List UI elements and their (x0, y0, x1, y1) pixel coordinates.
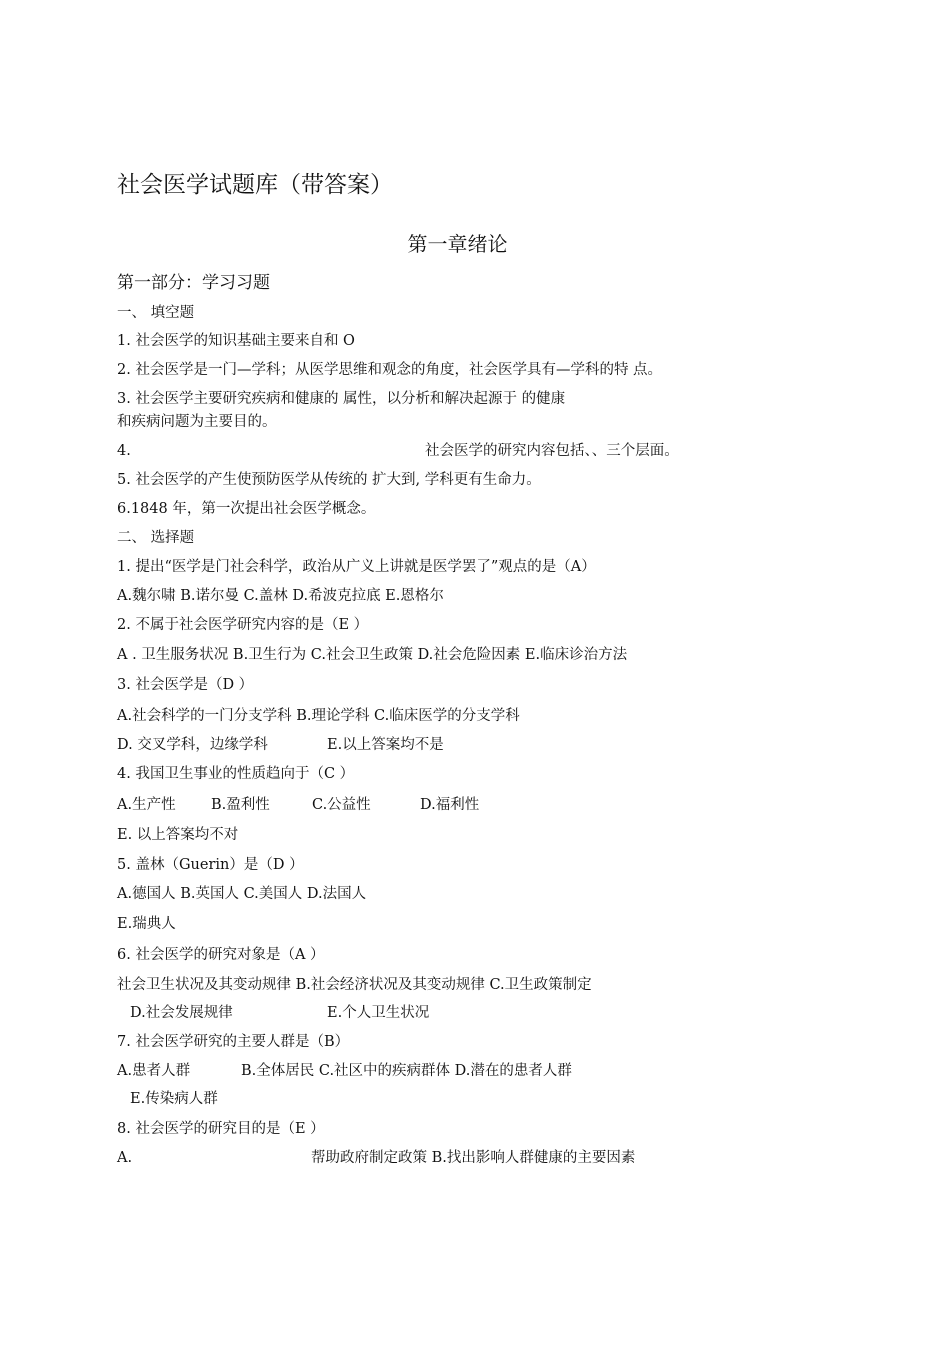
choice-question-8-option-a-label: A. (117, 1150, 133, 1166)
choice-question-1-options: A.魏尔啸 B.诺尔曼 C.盖林 D.希波克拉底 E.恩格尔 (117, 588, 444, 604)
chapter-heading: 第一章绪论 (407, 232, 508, 256)
choice-question-7-option-e: E.传染病人群 (130, 1091, 218, 1107)
choice-question-7: 7. 社会医学研究的主要人群是（B） (117, 1034, 350, 1050)
fill-question-3: 3. 社会医学主要研究疾病和健康的 属性，以分析和解决起源于 的健康 (117, 391, 566, 407)
choice-question-7-options: B.全体居民 C.社区中的疾病群体 D.潜在的患者人群 (241, 1063, 572, 1079)
fill-question-6: 6.1848 年，第一次提出社会医学概念。 (117, 501, 376, 517)
choice-question-6-options: 社会卫生状况及其变动规律 B.社会经济状况及其变动规律 C.卫生政策制定 (117, 977, 592, 993)
fill-question-2: 2. 社会医学是一门—学科；从医学思维和观念的角度，社会医学具有—学科的特 点。 (117, 362, 663, 378)
fill-question-4-number: 4. (117, 443, 131, 459)
choice-question-5: 5. 盖林（Guerin）是（D ） (117, 857, 304, 873)
fill-question-4-text: 社会医学的研究内容包括、、三个层面。 (425, 443, 679, 459)
choice-question-6: 6. 社会医学的研究对象是（A ） (117, 947, 325, 963)
choice-question-1: 1. 提出“医学是门社会科学，政治从广义上讲就是医学罢了”观点的是（A） (117, 559, 596, 575)
choice-question-3-option-e: E.以上答案均不是 (327, 737, 444, 753)
choice-question-4-option-e: E. 以上答案均不对 (117, 827, 239, 843)
choice-question-4-option-b: B.盈利性 (211, 797, 270, 813)
choice-question-6-option-d: D.社会发展规律 (130, 1005, 233, 1021)
fill-question-3-cont: 和疾病问题为主要目的。 (117, 414, 277, 430)
choice-question-6-option-e: E.个人卫生状况 (327, 1005, 430, 1021)
fill-question-5: 5. 社会医学的产生使预防医学从传统的 扩大到, 学科更有生命力。 (117, 472, 541, 488)
fill-blank-heading: 一、 填空题 (117, 305, 195, 321)
choice-question-2-options: A . 卫生服务状况 B.卫生行为 C.社会卫生政策 D.社会危险因素 E.临床诊治方法 (117, 647, 628, 663)
choice-question-4: 4. 我国卫生事业的性质趋向于（C ） (117, 766, 355, 782)
choice-question-8-options: 帮助政府制定政策 B.找出影响人群健康的主要因素 (311, 1150, 636, 1166)
part-heading: 第一部分：学习习题 (117, 273, 270, 293)
choice-question-7-option-a: A.患者人群 (117, 1063, 191, 1079)
choice-question-3-option-d: D. 交叉学科，边缘学科 (117, 737, 268, 753)
choice-question-4-option-c: C.公益性 (312, 797, 371, 813)
choice-question-4-option-d: D.福利性 (420, 797, 480, 813)
choice-question-3: 3. 社会医学是（D ） (117, 677, 254, 693)
choice-heading: 二、 选择题 (117, 530, 195, 546)
fill-question-1: 1. 社会医学的知识基础主要来自和 O (117, 333, 355, 349)
choice-question-8: 8. 社会医学的研究目的是（E ） (117, 1121, 325, 1137)
choice-question-4-option-a: A.生产性 (117, 797, 176, 813)
choice-question-5-options: A.德国人 B.英国人 C.美国人 D.法国人 (117, 886, 367, 902)
document-title: 社会医学试题库（带答案） (117, 172, 393, 198)
choice-question-5-option-e: E.瑞典人 (117, 916, 176, 932)
choice-question-3-options: A.社会科学的一门分支学科 B.理论学科 C.临床医学的分支学科 (117, 708, 520, 724)
choice-question-2: 2. 不属于社会医学研究内容的是（E ） (117, 617, 369, 633)
